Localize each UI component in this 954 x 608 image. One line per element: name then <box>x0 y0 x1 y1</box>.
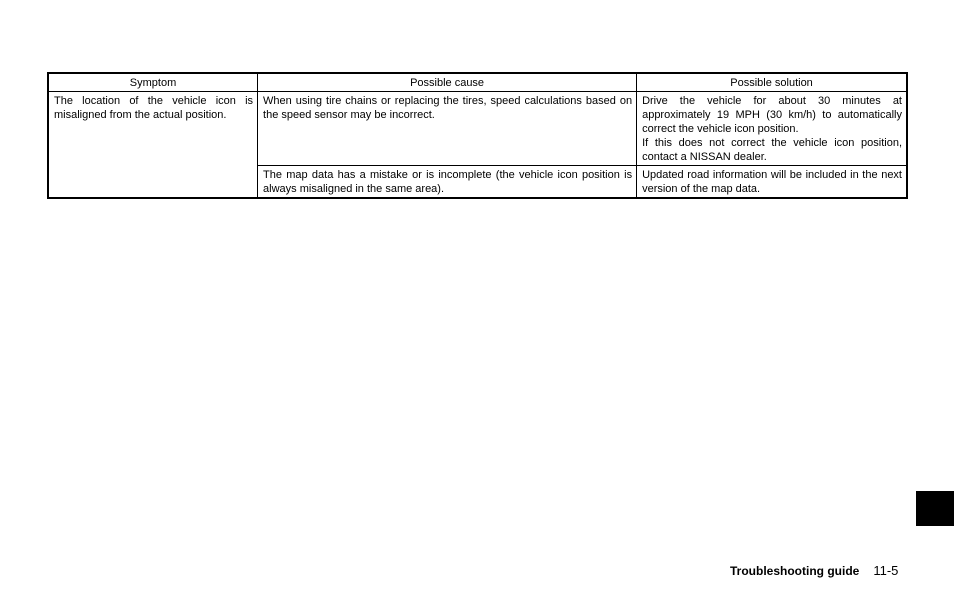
solution-cell <box>637 92 907 166</box>
page-footer <box>730 563 898 578</box>
table-row <box>48 92 907 166</box>
solution-cell <box>637 166 907 199</box>
cause-cell: When using tire chains or replacing the tires, speed calculations based on the speed sensor may be incorrect. <box>258 92 637 166</box>
header-symptom: Symptom <box>48 73 258 92</box>
section-title: Troubleshooting guide <box>730 564 860 578</box>
chapter-tab-marker <box>916 491 954 526</box>
solution-text: Updated road information will be included in the next version of the map data. <box>642 169 902 195</box>
troubleshooting-table <box>47 72 908 199</box>
solution-text: If this does not correct the vehicle icon position, contact a NISSAN dealer. <box>642 137 902 163</box>
symptom-cell: The location of the vehicle icon is misaligned from the actual position. <box>48 92 258 199</box>
page-number: 11-5 <box>873 563 899 578</box>
table-header-row <box>48 73 907 92</box>
solution-text: Drive the vehicle for about 30 minutes at approximately 19 MPH (30 km/h) to automatically correct the vehicle icon position. <box>642 95 902 135</box>
header-cause: Possible cause <box>258 73 637 92</box>
header-solution: Possible solution <box>637 73 907 92</box>
cause-cell: The map data has a mistake or is incomplete (the vehicle icon position is always misaligned in the same area). <box>258 166 637 199</box>
